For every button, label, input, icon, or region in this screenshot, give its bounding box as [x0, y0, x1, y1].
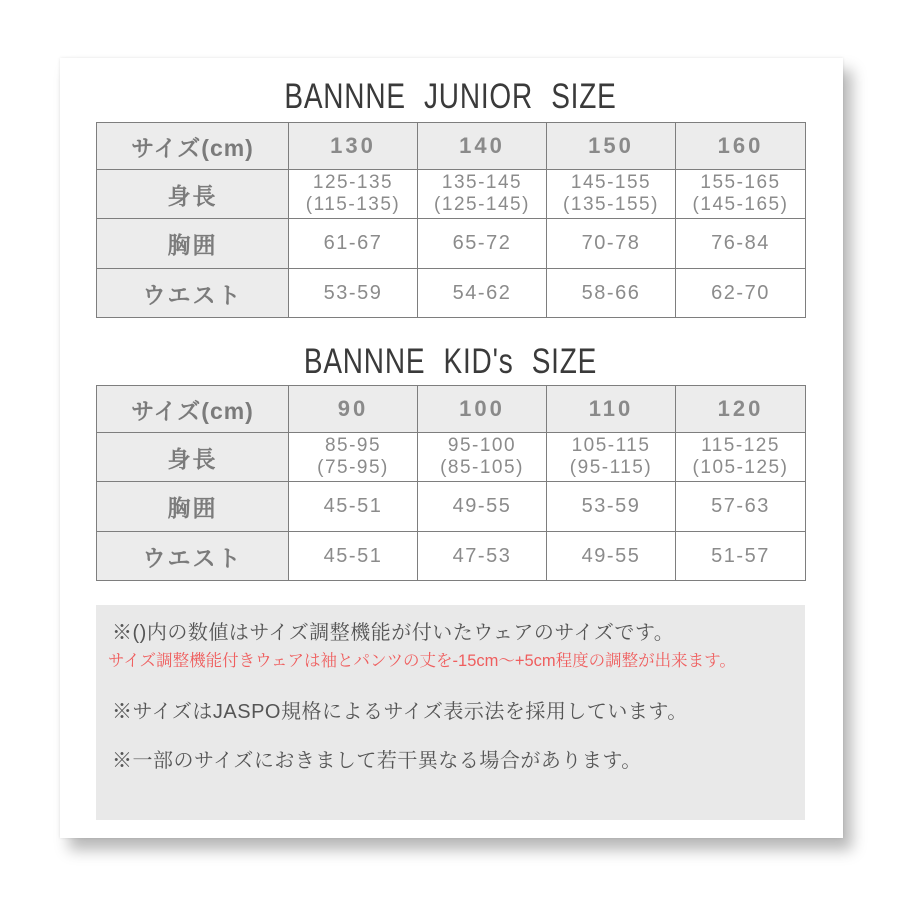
kids-waist-120: 51-57 — [676, 532, 806, 581]
junior-waist-150: 58-66 — [547, 269, 676, 318]
junior-height-150 — [547, 170, 676, 219]
junior-waist-label: ウエスト — [97, 269, 289, 318]
note-jaspo-standard: ※サイズはJASPO規格によるサイズ表示法を採用しています。 — [112, 701, 688, 723]
junior-chest-row — [97, 219, 806, 269]
kids-size-table — [96, 385, 806, 581]
notes-box — [96, 605, 805, 820]
kids-height-label: 身長 — [97, 433, 289, 482]
junior-header-150: 150 — [547, 123, 676, 170]
junior-waist-130: 53-59 — [289, 269, 418, 318]
height-range: 145-155 — [570, 172, 652, 193]
kids-height-100 — [418, 433, 547, 482]
height-range-adjustable: (85-105) — [440, 457, 524, 478]
junior-header-row — [97, 123, 806, 170]
note-size-variation: ※一部のサイズにおきまして若干異なる場合があります。 — [112, 750, 642, 772]
kids-waist-100: 47-53 — [418, 532, 547, 581]
kids-header-row — [97, 386, 806, 433]
junior-height-140 — [418, 170, 547, 219]
kids-header-120: 120 — [676, 386, 806, 433]
junior-header-140: 140 — [418, 123, 547, 170]
height-range: 85-95 — [324, 435, 382, 456]
kids-height-110 — [547, 433, 676, 482]
kids-waist-label: ウエスト — [97, 532, 289, 581]
junior-chest-140: 65-72 — [418, 219, 547, 269]
note-parentheses-meaning: ※()内の数値はサイズ調整機能が付いたウェアのサイズです。 — [112, 622, 675, 644]
height-range-adjustable: (75-95) — [317, 457, 389, 478]
junior-height-label: 身長 — [97, 170, 289, 219]
junior-height-160 — [676, 170, 806, 219]
kids-header-90: 90 — [289, 386, 418, 433]
junior-size-table — [96, 122, 806, 318]
height-range-adjustable: (145-165) — [692, 194, 789, 215]
kids-chest-row — [97, 482, 806, 532]
kids-height-90 — [289, 433, 418, 482]
junior-size-title: BANNNE JUNIOR SIZE — [284, 77, 617, 116]
junior-chest-160: 76-84 — [676, 219, 806, 269]
kids-header-100: 100 — [418, 386, 547, 433]
junior-waist-140: 54-62 — [418, 269, 547, 318]
height-range-adjustable: (105-125) — [692, 457, 789, 478]
kids-waist-90: 45-51 — [289, 532, 418, 581]
junior-chest-label: 胸囲 — [97, 219, 289, 269]
kids-chest-100: 49-55 — [418, 482, 547, 532]
junior-header-160: 160 — [676, 123, 806, 170]
height-range: 125-135 — [312, 172, 394, 193]
junior-chest-130: 61-67 — [289, 219, 418, 269]
junior-waist-row — [97, 269, 806, 318]
kids-height-120 — [676, 433, 806, 482]
junior-waist-160: 62-70 — [676, 269, 806, 318]
height-range: 95-100 — [447, 435, 517, 456]
junior-height-row — [97, 170, 806, 219]
kids-chest-label: 胸囲 — [97, 482, 289, 532]
kids-header-size-cm: サイズ(cm) — [97, 386, 289, 433]
height-range-adjustable: (125-145) — [434, 194, 530, 215]
height-range: 155-165 — [700, 172, 781, 193]
junior-chest-150: 70-78 — [547, 219, 676, 269]
kids-height-row — [97, 433, 806, 482]
kids-waist-row — [97, 532, 806, 581]
height-range: 135-145 — [441, 172, 523, 193]
size-chart-content — [96, 58, 805, 838]
junior-header-size-cm: サイズ(cm) — [97, 123, 289, 170]
height-range: 105-115 — [571, 435, 651, 456]
junior-height-130 — [289, 170, 418, 219]
height-range-adjustable: (115-135) — [305, 194, 401, 215]
size-chart-card — [60, 58, 843, 838]
note-adjustment-range: サイズ調整機能付きウェアは袖とパンツの丈を-15cm〜+5cm程度の調整が出来ます。 — [108, 652, 736, 670]
kids-chest-120: 57-63 — [676, 482, 806, 532]
kids-chest-90: 45-51 — [289, 482, 418, 532]
junior-header-130: 130 — [289, 123, 418, 170]
kids-size-title: BANNNE KID's SIZE — [303, 342, 598, 381]
height-range-adjustable: (135-155) — [563, 194, 659, 215]
kids-waist-110: 49-55 — [547, 532, 676, 581]
kids-header-110: 110 — [547, 386, 676, 433]
height-range-adjustable: (95-115) — [569, 457, 653, 478]
height-range: 115-125 — [701, 435, 780, 456]
kids-chest-110: 53-59 — [547, 482, 676, 532]
